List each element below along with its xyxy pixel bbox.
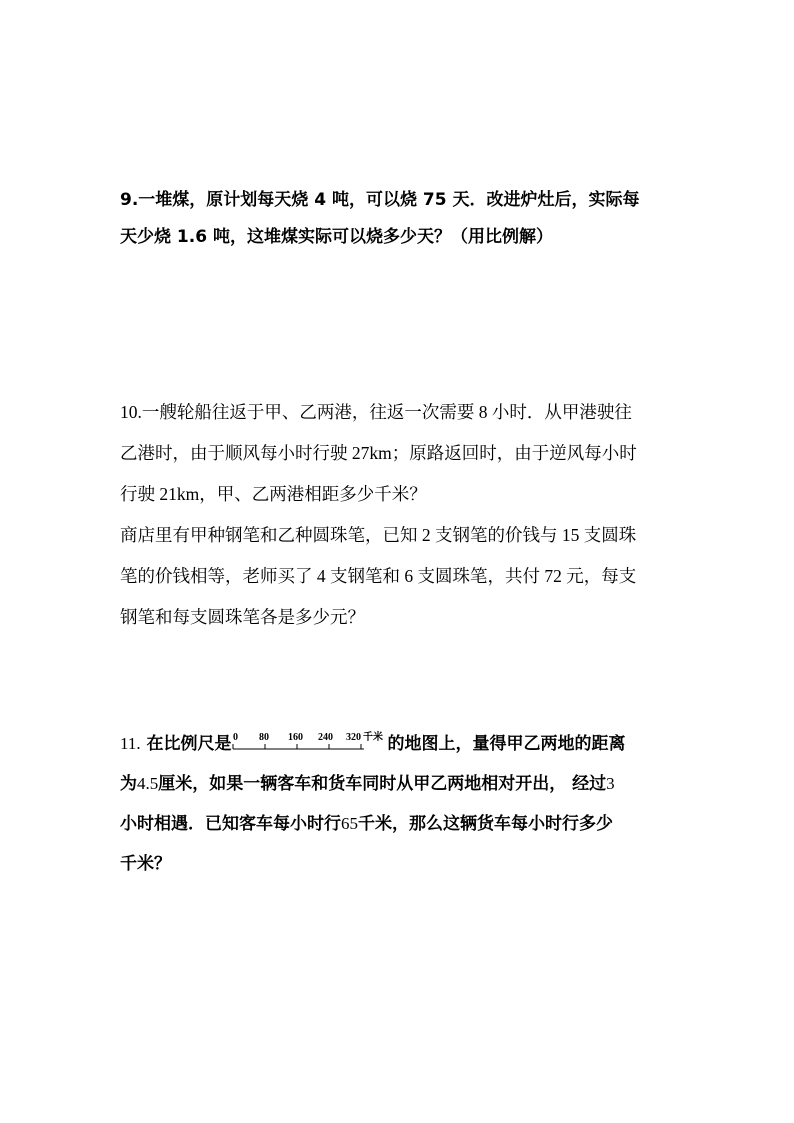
question-11-text-d: 厘米，如果一辆客车和货车同时从甲乙两地相对开出， 经过 bbox=[158, 774, 607, 794]
question-9-line-2: 天少烧 1.6 吨，这堆煤实际可以烧多少天？（用比例解） bbox=[120, 227, 553, 247]
question-10-line-2: 乙港时，由于顺风每小时行驶 27km；原路返回时，由于逆风每小时 bbox=[120, 443, 637, 463]
question-11-distance-value: 4.5 bbox=[137, 774, 159, 793]
question-10-line-5: 笔的价钱相等，老师买了 4 支钢笔和 6 支圆珠笔，共付 72 元，每支 bbox=[120, 566, 637, 586]
question-11-text-f: 千米，那么这辆货车每小时行多少 bbox=[358, 814, 613, 834]
question-9-line-1: 9.一堆煤，原计划每天烧 4 吨，可以烧 75 天．改进炉灶后，实际每 bbox=[120, 190, 640, 210]
scale-tick-label: 320 bbox=[345, 732, 361, 743]
question-11-text-b: 的地图上，量得甲乙两地的距离 bbox=[387, 734, 626, 754]
question-10-line-1: 10.一艘轮船往返于甲、乙两港，往返一次需要 8 小时．从甲港驶往 bbox=[120, 402, 632, 422]
question-11-line-1 bbox=[120, 724, 680, 764]
question-10-line-4: 商店里有甲种钢笔和乙种圆珠笔，已知 2 支钢笔的价钱与 15 支圆珠 bbox=[120, 525, 637, 545]
question-11-text-e: 小时相遇．已知客车每小时行 bbox=[120, 814, 341, 834]
question-9 bbox=[120, 182, 680, 256]
question-11-line-4: 千米？ bbox=[120, 854, 171, 874]
question-11-text-a: 在比例尺是 bbox=[146, 734, 232, 754]
question-11-line-3 bbox=[120, 804, 680, 844]
scale-tick-label: 0 bbox=[232, 732, 238, 743]
scale-tick-label: 240 bbox=[317, 732, 333, 743]
question-11-line-2 bbox=[120, 764, 680, 804]
scale-tick-label: 80 bbox=[258, 732, 269, 743]
question-11-text-c: 为 bbox=[120, 774, 137, 794]
question-11 bbox=[120, 724, 680, 884]
question-10-line-3: 行驶 21km，甲、乙两港相距多少千米？ bbox=[120, 484, 427, 504]
scale-unit-label: 千米 bbox=[362, 732, 383, 743]
question-11-hours-value: 3 bbox=[606, 774, 615, 793]
scale-bar-graphic bbox=[232, 727, 388, 753]
question-11-number: 11. bbox=[120, 734, 141, 753]
question-10-line-6: 钢笔和每支圆珠笔各是多少元？ bbox=[120, 607, 365, 627]
scale-tick-label: 160 bbox=[287, 732, 303, 743]
question-11-speed-value: 65 bbox=[341, 814, 358, 833]
question-10 bbox=[120, 392, 680, 638]
